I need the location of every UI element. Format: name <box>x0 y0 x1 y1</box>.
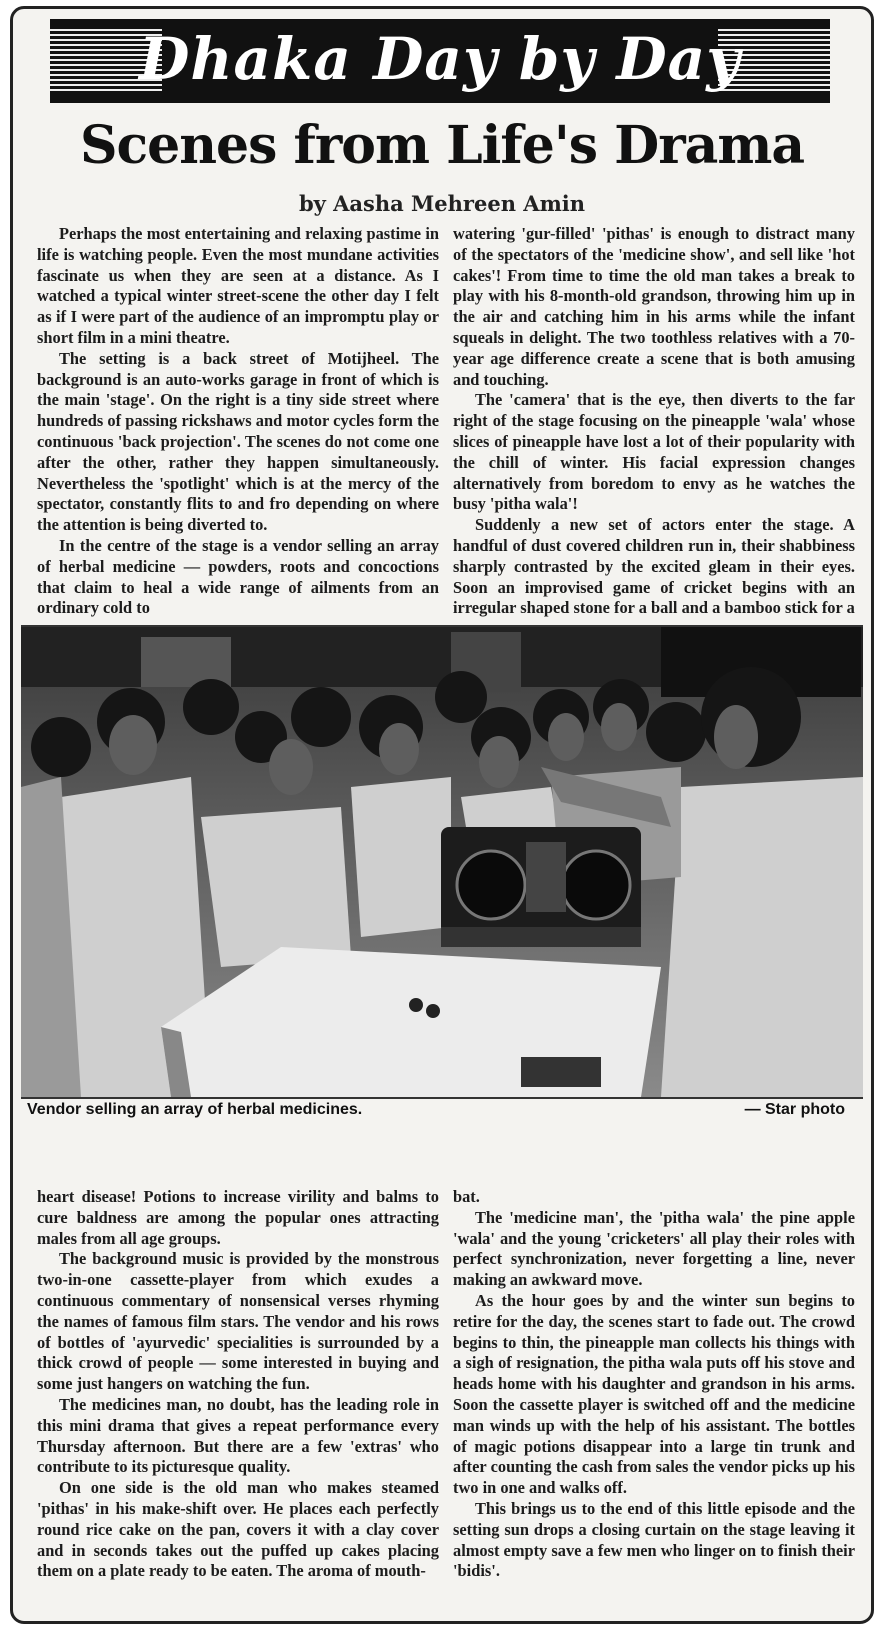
photo-credit: — Star photo <box>744 1101 845 1118</box>
photo-caption: Vendor selling an array of herbal medicines. <box>27 1101 363 1118</box>
article-column-bottom-left <box>37 1187 439 1582</box>
byline: by Aasha Mehreen Amin <box>298 191 586 216</box>
paragraph: The setting is a back street of Motijheel. The background is an auto-works garage in front of which is the main 'stage'. On the right is a tiny side street where hundreds of passing rickshaws and motor cycles form the continuous 'back projection'. The scenes do not come one after the other, rather they happen simultaneously. Nevertheless the 'spotlight' which is at the mercy of the spectator, constantly flits to and fro depending on where the attention is being diverted to. <box>37 348 439 535</box>
photo-illustration <box>21 627 863 1097</box>
paragraph: As the hour goes by and the winter sun begins to retire for the day, the scenes start to fade out. The crowd begins to thin, the pineapple man collects his things with a sigh of resignation, the pitha wala puts off his stove and heads home with his daughter and grandson in his arms. Soon the cassette player is switched off and the medicine man winds up with the help of his assistant. The bottles of magic potions disappear into a large tin trunk and after counting the cash from sales the vendor picks up his two in one and walks off. <box>453 1290 855 1498</box>
news-photo <box>21 625 863 1099</box>
article-column-top-left <box>37 224 439 619</box>
paragraph: watering 'gur-filled' 'pithas' is enough to distract many of the spectators of the 'medicine show', and sell like 'hot cakes'! From time to time the old man takes a break to play with his 8-month-old grandson, throwing him up in the air and catching him in his arms while the infant squeals in delight. The two toothless relatives with a 70-year age difference create a scene that is both amusing and touching. <box>453 224 855 389</box>
paragraph: bat. <box>453 1187 480 1206</box>
paragraph: The 'camera' that is the eye, then diverts to the far right of the stage focusing on the pineapple 'wala' whose slices of pineapple have lost a lot of their popularity with the chill of winter. His facial expression changes alternatively from boredom to envy as he watches the busy 'pitha wala'! <box>453 390 855 514</box>
section-title: Dhaka Day by Day <box>139 25 741 93</box>
article-column-top-right <box>453 224 855 619</box>
paragraph: This brings us to the end of this little episode and the setting sun drops a closing curtain on the stage leaving it almost empty save a few men who linger on to finish their 'bidis'. <box>453 1498 855 1581</box>
headline: Scenes from Life's Drama <box>79 115 805 176</box>
paragraph: The 'medicine man', the 'pitha wala' the pine apple 'wala' and the young 'cricketers' all play their roles with perfect synchronization, never forgetting a line, never making an awkward move. <box>453 1207 855 1290</box>
paragraph: In the centre of the stage is a vendor selling an array of herbal medicine — powders, roots and concoctions that claim to heal a wide range of ailments from an ordinary cold to <box>37 535 439 618</box>
paragraph: The background music is provided by the monstrous two-in-one cassette-player from which exudes a continuous commentary of nonsensical verses rhyming the names of famous film stars. The vendor and his rows of bottles of 'ayurvedic' specialities is surrounded by a thick crowd of people — some interested in buying and some just hangers on watching the fun. <box>37 1249 439 1394</box>
paragraph: The medicines man, no doubt, has the leading role in this mini drama that gives a repeat performance every Thursday afternoon. But there are a few 'extras' who contribute to its picturesque quality. <box>37 1394 439 1477</box>
paragraph: On one side is the old man who makes steamed 'pithas' in his make-shift over. He places each perfectly round rice cake on the pan, covers it with a clay cover and in seconds takes out the puffed up cakes placing them on a plate ready to be eaten. The aroma of mouth- <box>37 1478 439 1581</box>
section-banner <box>50 19 830 103</box>
paragraph: heart disease! Potions to increase virility and balms to cure baldness are among the popular ones attracting males from all age groups. <box>37 1187 439 1248</box>
article-column-bottom-right <box>453 1187 855 1582</box>
newspaper-page <box>10 6 874 1624</box>
paragraph: Suddenly a new set of actors enter the stage. A handful of dust covered children run in, their shabbiness sharply contrasted by the excited gleam in their eyes. Soon an improvised game of cricket begins with an irregular shaped stone for a ball and a bamboo stick for a <box>453 515 855 618</box>
paragraph: Perhaps the most entertaining and relaxing pastime in life is watching people. Even the most mundane activities fascinate us when they are seen at a distance. As I watched a typical winter street-scene the other day I felt as if I were part of the audience of an impromptu play or short film in a mini theatre. <box>37 224 439 347</box>
